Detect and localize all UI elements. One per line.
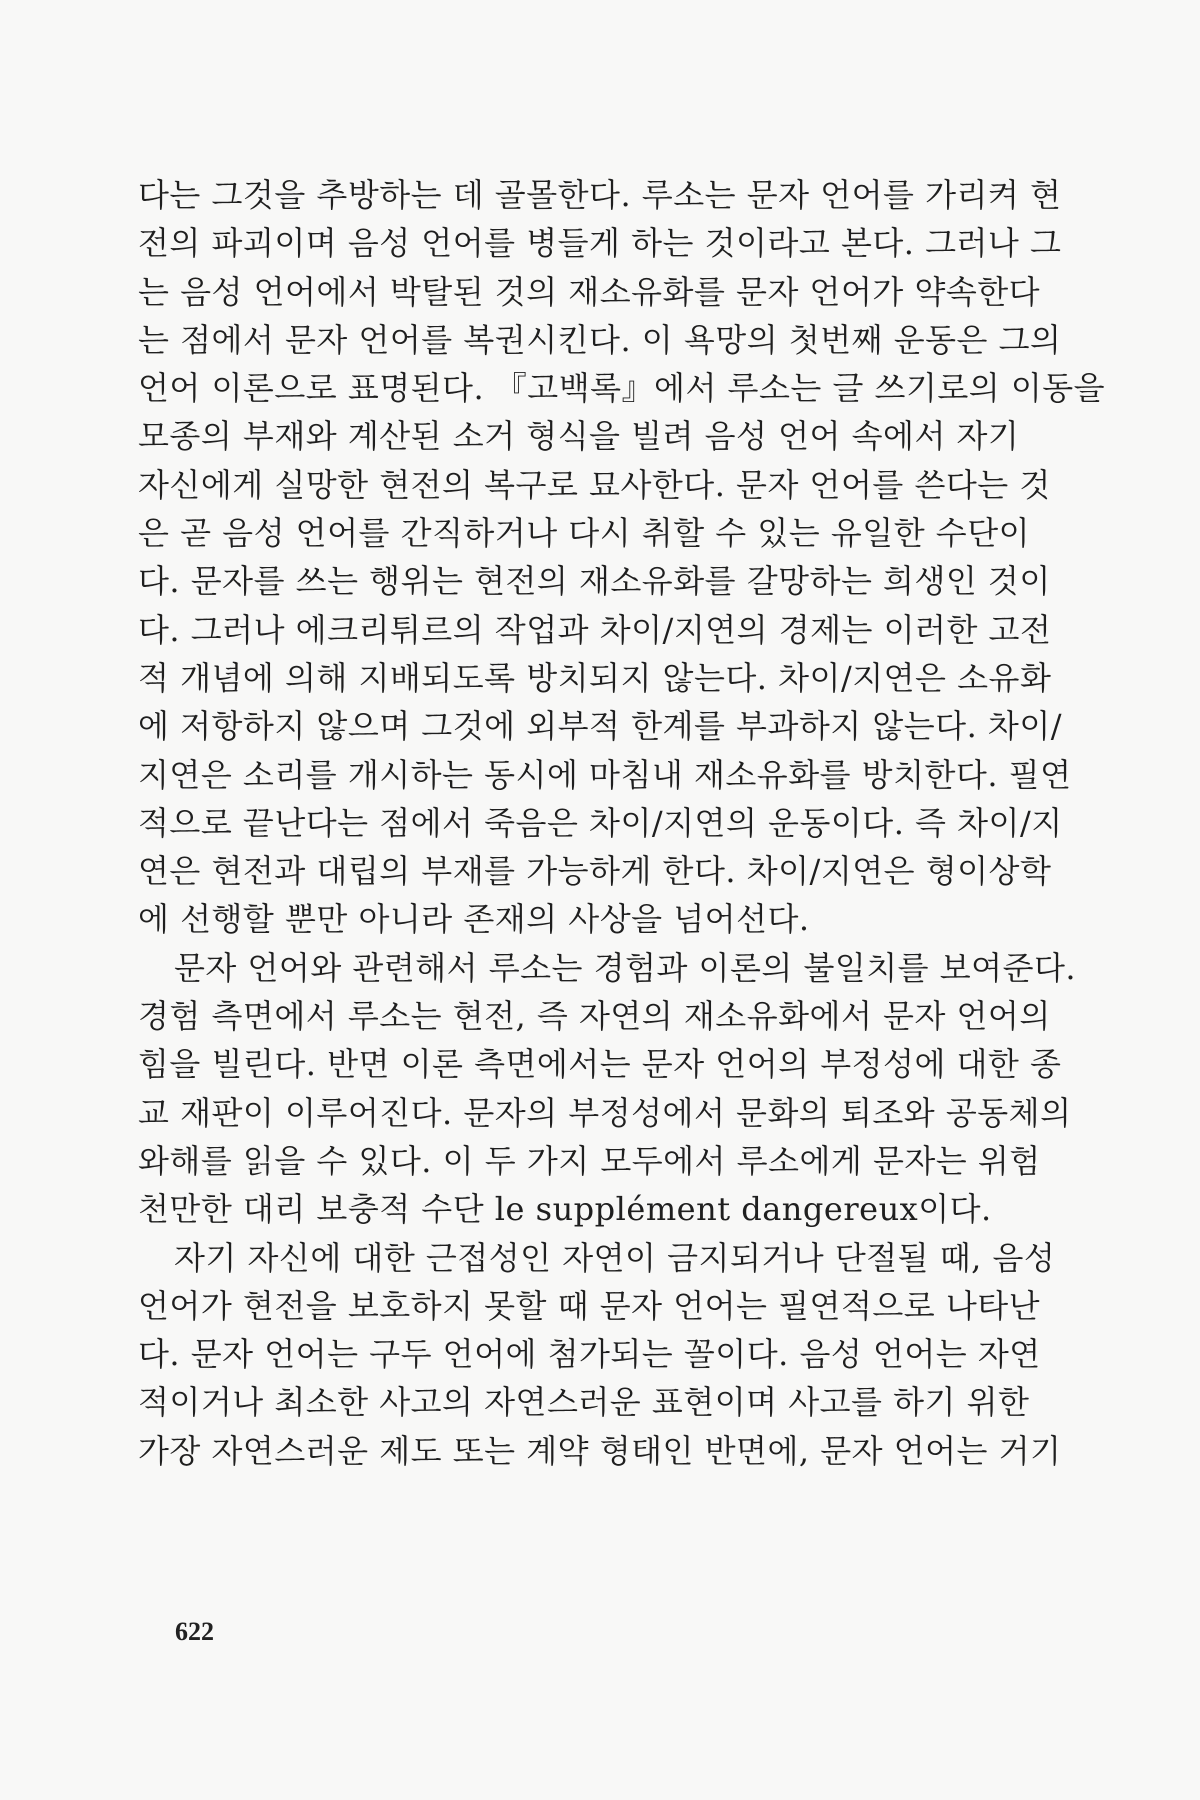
text-line: 다. 그러나 에크리튀르의 작업과 차이/지연의 경제는 이러한 고전 <box>138 610 1052 649</box>
text-line: 적이거나 최소한 사고의 자연스러운 표현이며 사고를 하기 위한 <box>138 1383 1030 1422</box>
page-number: 622 <box>175 1617 214 1646</box>
text-line: 는 음성 언어에서 박탈된 것의 재소유화를 문자 언어가 약속한다 <box>138 272 1041 311</box>
text-line: 교 재판이 이루어진다. 문자의 부정성에서 문화의 퇴조와 공동체의 <box>138 1093 1072 1132</box>
text-line: 자신에게 실망한 현전의 복구로 묘사한다. 문자 언어를 쓴다는 것 <box>138 465 1051 504</box>
text-line: 경험 측면에서 루소는 현전, 즉 자연의 재소유화에서 문자 언어의 <box>138 997 1051 1036</box>
text-line: 언어 이론으로 표명된다. 『고백록』에서 루소는 글 쓰기로의 이동을 <box>138 369 1106 408</box>
body-text <box>138 171 1106 1475</box>
text-line: 와해를 읽을 수 있다. 이 두 가지 모두에서 루소에게 문자는 위험 <box>138 1141 1041 1180</box>
text-line: 천만한 대리 보충적 수단 le supplément dangereux이다. <box>138 1190 992 1229</box>
text-line: 에 저항하지 않으며 그것에 외부적 한계를 부과하지 않는다. 차이/ <box>138 707 1063 746</box>
text-line: 전의 파괴이며 음성 언어를 병들게 하는 것이라고 본다. 그러나 그 <box>138 224 1062 263</box>
paragraph <box>138 944 1077 1234</box>
text-line: 연은 현전과 대립의 부재를 가능하게 한다. 차이/지연은 형이상학 <box>138 852 1052 891</box>
text-line: 다는 그것을 추방하는 데 골몰한다. 루소는 문자 언어를 가리켜 현 <box>138 176 1062 214</box>
text-line: 에 선행할 뿐만 아니라 존재의 사상을 넘어선다. <box>138 900 810 939</box>
text-line: 가장 자연스러운 제도 또는 계약 형태인 반면에, 문자 언어는 거기 <box>138 1431 1062 1470</box>
text-line: 힘을 빌린다. 반면 이론 측면에서는 문자 언어의 부정성에 대한 종 <box>138 1045 1062 1084</box>
text-line: 다. 문자 언어는 구두 언어에 첨가되는 꼴이다. 음성 언어는 자연 <box>138 1335 1041 1374</box>
text-line: 모종의 부재와 계산된 소거 형식을 빌려 음성 언어 속에서 자기 <box>138 417 1020 456</box>
text-line: 언어가 현전을 보호하지 못할 때 문자 언어는 필연적으로 나타난 <box>138 1286 1041 1325</box>
text-line: 문자 언어와 관련해서 루소는 경험과 이론의 불일치를 보여준다. <box>174 948 1077 987</box>
paragraph <box>138 171 1106 944</box>
paragraph <box>138 1234 1062 1475</box>
text-line: 지연은 소리를 개시하는 동시에 마침내 재소유화를 방치한다. 필연 <box>138 755 1072 794</box>
text-line: 적 개념에 의해 지배되도록 방치되지 않는다. 차이/지연은 소유화 <box>138 658 1052 697</box>
text-line: 다. 문자를 쓰는 행위는 현전의 재소유화를 갈망하는 희생인 것이 <box>138 562 1051 601</box>
text-line: 자기 자신에 대한 근접성인 자연이 금지되거나 단절될 때, 음성 <box>174 1238 1056 1277</box>
text-line: 는 점에서 문자 언어를 복권시킨다. 이 욕망의 첫번째 운동은 그의 <box>138 320 1062 359</box>
text-line: 적으로 끝난다는 점에서 죽음은 차이/지연의 운동이다. 즉 차이/지 <box>138 803 1063 842</box>
text-line: 은 곧 음성 언어를 간직하거나 다시 취할 수 있는 유일한 수단이 <box>138 514 1031 553</box>
